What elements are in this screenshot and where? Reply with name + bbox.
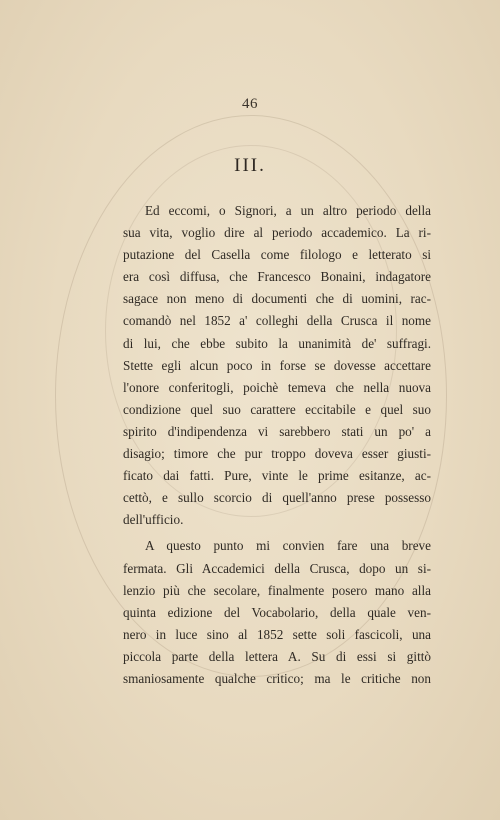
text-line: era così diffusa, che Francesco Bonaini, indagatore — [123, 269, 431, 285]
text-line: A questo punto mi convien fare una breve — [145, 538, 431, 554]
text-line: quinta edizione del Vocabolario, della quale ven- — [123, 604, 431, 620]
text-line: dell'ufficio. — [123, 512, 184, 528]
text-line: putazione del Casella come filologo e letterato si — [123, 247, 431, 263]
text-line: ficato dai fatti. Pure, vinte le prime esitanze, ac- — [123, 468, 431, 484]
body-text — [123, 200, 431, 690]
text-line: Stette egli alcun poco in forse se dovesse accettare — [123, 357, 431, 373]
paragraph-2 — [123, 535, 431, 690]
text-line: disagio; timore che pur troppo doveva esser giusti- — [123, 446, 431, 462]
text-line: comandò nel 1852 a' colleghi della Crusca il nome — [123, 313, 431, 329]
text-line: spirito d'indipendenza vi sarebbero stati un po' a — [123, 423, 431, 439]
text-line: piccola parte della lettera A. Su di essi si gittò — [123, 648, 431, 664]
page-number: 46 — [242, 96, 258, 112]
text-line: di lui, che ebbe subito la unanimità de' suffragi. — [123, 335, 431, 351]
text-line: Ed eccomi, o Signori, a un altro periodo della — [145, 203, 431, 218]
text-line: sua vita, voglio dire al periodo accademico. La ri- — [123, 225, 431, 241]
text-line: fermata. Gli Accademici della Crusca, dopo un si- — [123, 560, 431, 576]
text-line: lenzio più che secolare, finalmente posero mano alla — [123, 582, 431, 598]
text-line: sagace non meno di documenti che di uomini, rac- — [123, 291, 431, 307]
text-line: condizione quel suo carattere eccitabile e quel suo — [123, 401, 431, 417]
text-line: cettò, e sullo scorcio di quell'anno prese possesso — [123, 490, 431, 506]
text-line: smaniosamente qualche critico; ma le critiche non — [123, 670, 431, 686]
text-line: nero in luce sino al 1852 sette soli fascicoli, una — [123, 626, 431, 642]
text-line: l'onore conferitogli, poichè temeva che nella nuova — [123, 379, 431, 395]
paragraph-1 — [123, 200, 431, 531]
chapter-heading: III. — [234, 155, 266, 176]
